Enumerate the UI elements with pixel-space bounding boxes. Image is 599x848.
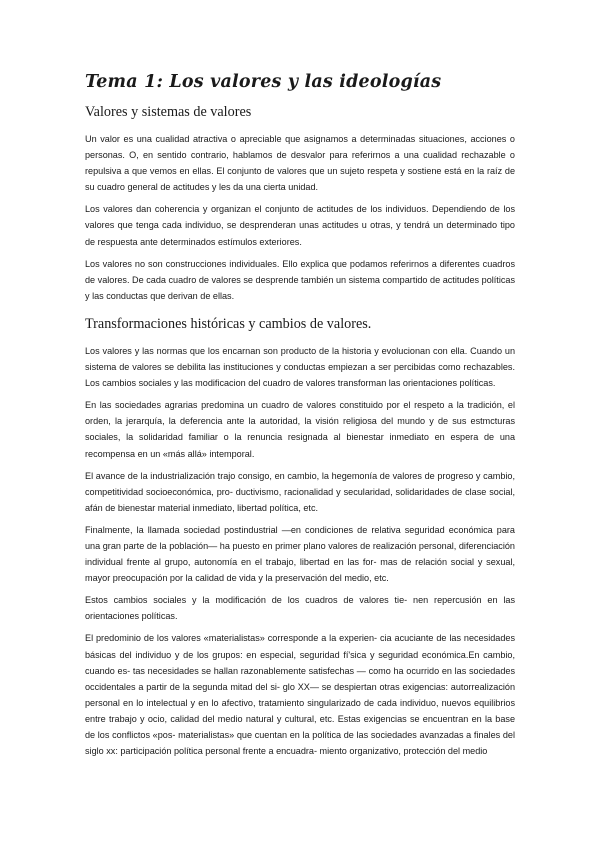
paragraph: Finalmente, la llamada sociedad postindustrial —en condiciones de relativa seguridad económica para una gran parte de la población— ha puesto en primer plano valores de realización personal, diferenciación individual frente al grupo, autonomía en el trabajo, libertad en las for- mas de relación social y sexual, mayor preocupación por la calidad de vida y la preservación del medio, etc. [85,524,515,584]
page-title: Tema 1: Los valores y las ideologías [85,72,442,92]
paragraph: En las sociedades agrarias predomina un cuadro de valores constituido por el respeto a la tradición, el orden, la jerarquía, la deferencia ante la autoridad, la visión religiosa del mundo y de sus estmcturas sociales, la solidaridad familiar o la renuncia resignada al bienestar inmediato en espera de una recompensa en un «más allá» intemporal. [85,400,515,459]
paragraph: El avance de la industrialización trajo consigo, en cambio, la hegemonía de valores de progreso y cambio, competitividad socioeconómica, pro- ductivismo, racionalidad y secularidad, solidaridades de clase social, afán de bienestar material inmediato, libertad política, etc. [85,470,515,513]
paragraph: El predominio de los valores «materialistas» corresponde a la experien- cia acuciante de las necesidades básicas del individuo y de los grupos: en especial, seguridad fí'sica y seguridad económica.En cambio, cuando es- tas necesidades se hallan razonablemente satisfechas — como ha ocurrido en las sociedades occidentales a partir de la segunda mitad del si- glo XX— se despiertan otras exigencias: autorrealización personal en lo intelectual y en lo afectivo, tratamiento singularizado de cada individuo, nuevos equilibrios entre trabajo y ocio, calidad del medio natural y cultural, etc. Estas exigencias se encuentran en la base de los conflictos «pos- materialistas» que cuentan en la política de las sociedades avanzadas a finales del siglo xx: participación política personal frente a encuadra- miento organizativo, protección del medio [85,633,515,757]
paragraph: Los valores y las normas que los encarnan son producto de la historia y evolucionan con ella. Cuando un sistema de valores se debilita las instituciones y conductas empiezan a ser percibidas como rechazables. Los cambios sociales y las modificacion del cuadro de valores transforman las orientaciones políticas. [85,345,515,389]
paragraph: Un valor es una cualidad atractiva o apreciable que asignamos a determinadas situaciones, acciones o personas. O, en sentido contrario, hablamos de desvalor para referirnos a una cualidad rechazable o repulsiva a que vemos en ellas. El conjunto de valores que un sujeto respeta y sostiene está en la raíz de su cuadro general de actitudes y les da una cierta unidad. [85,134,515,193]
section-heading-valores: Valores y sistemas de valores [85,104,252,120]
paragraph: Los valores dan coherencia y organizan el conjunto de actitudes de los individuos. Dependiendo de los valores que tenga cada individuo, se desprenderan unas actitudes u otras, y tendrá un determinado tipo de respuesta ante determinados estímulos exteriores. [85,204,515,247]
paragraph: Los valores no son construcciones individuales. Ello explica que podamos referirnos a diferentes cuadros de valores. De cada cuadro de valores se desprende también un sistema compartido de actitudes políticas y las conductas que derivan de ellas. [85,258,515,301]
paragraph: Estos cambios sociales y la modificación de los cuadros de valores tie- nen repercusión en las orientaciones políticas. [85,595,515,622]
section-heading-transformaciones: Transformaciones históricas y cambios de valores. [85,315,372,332]
